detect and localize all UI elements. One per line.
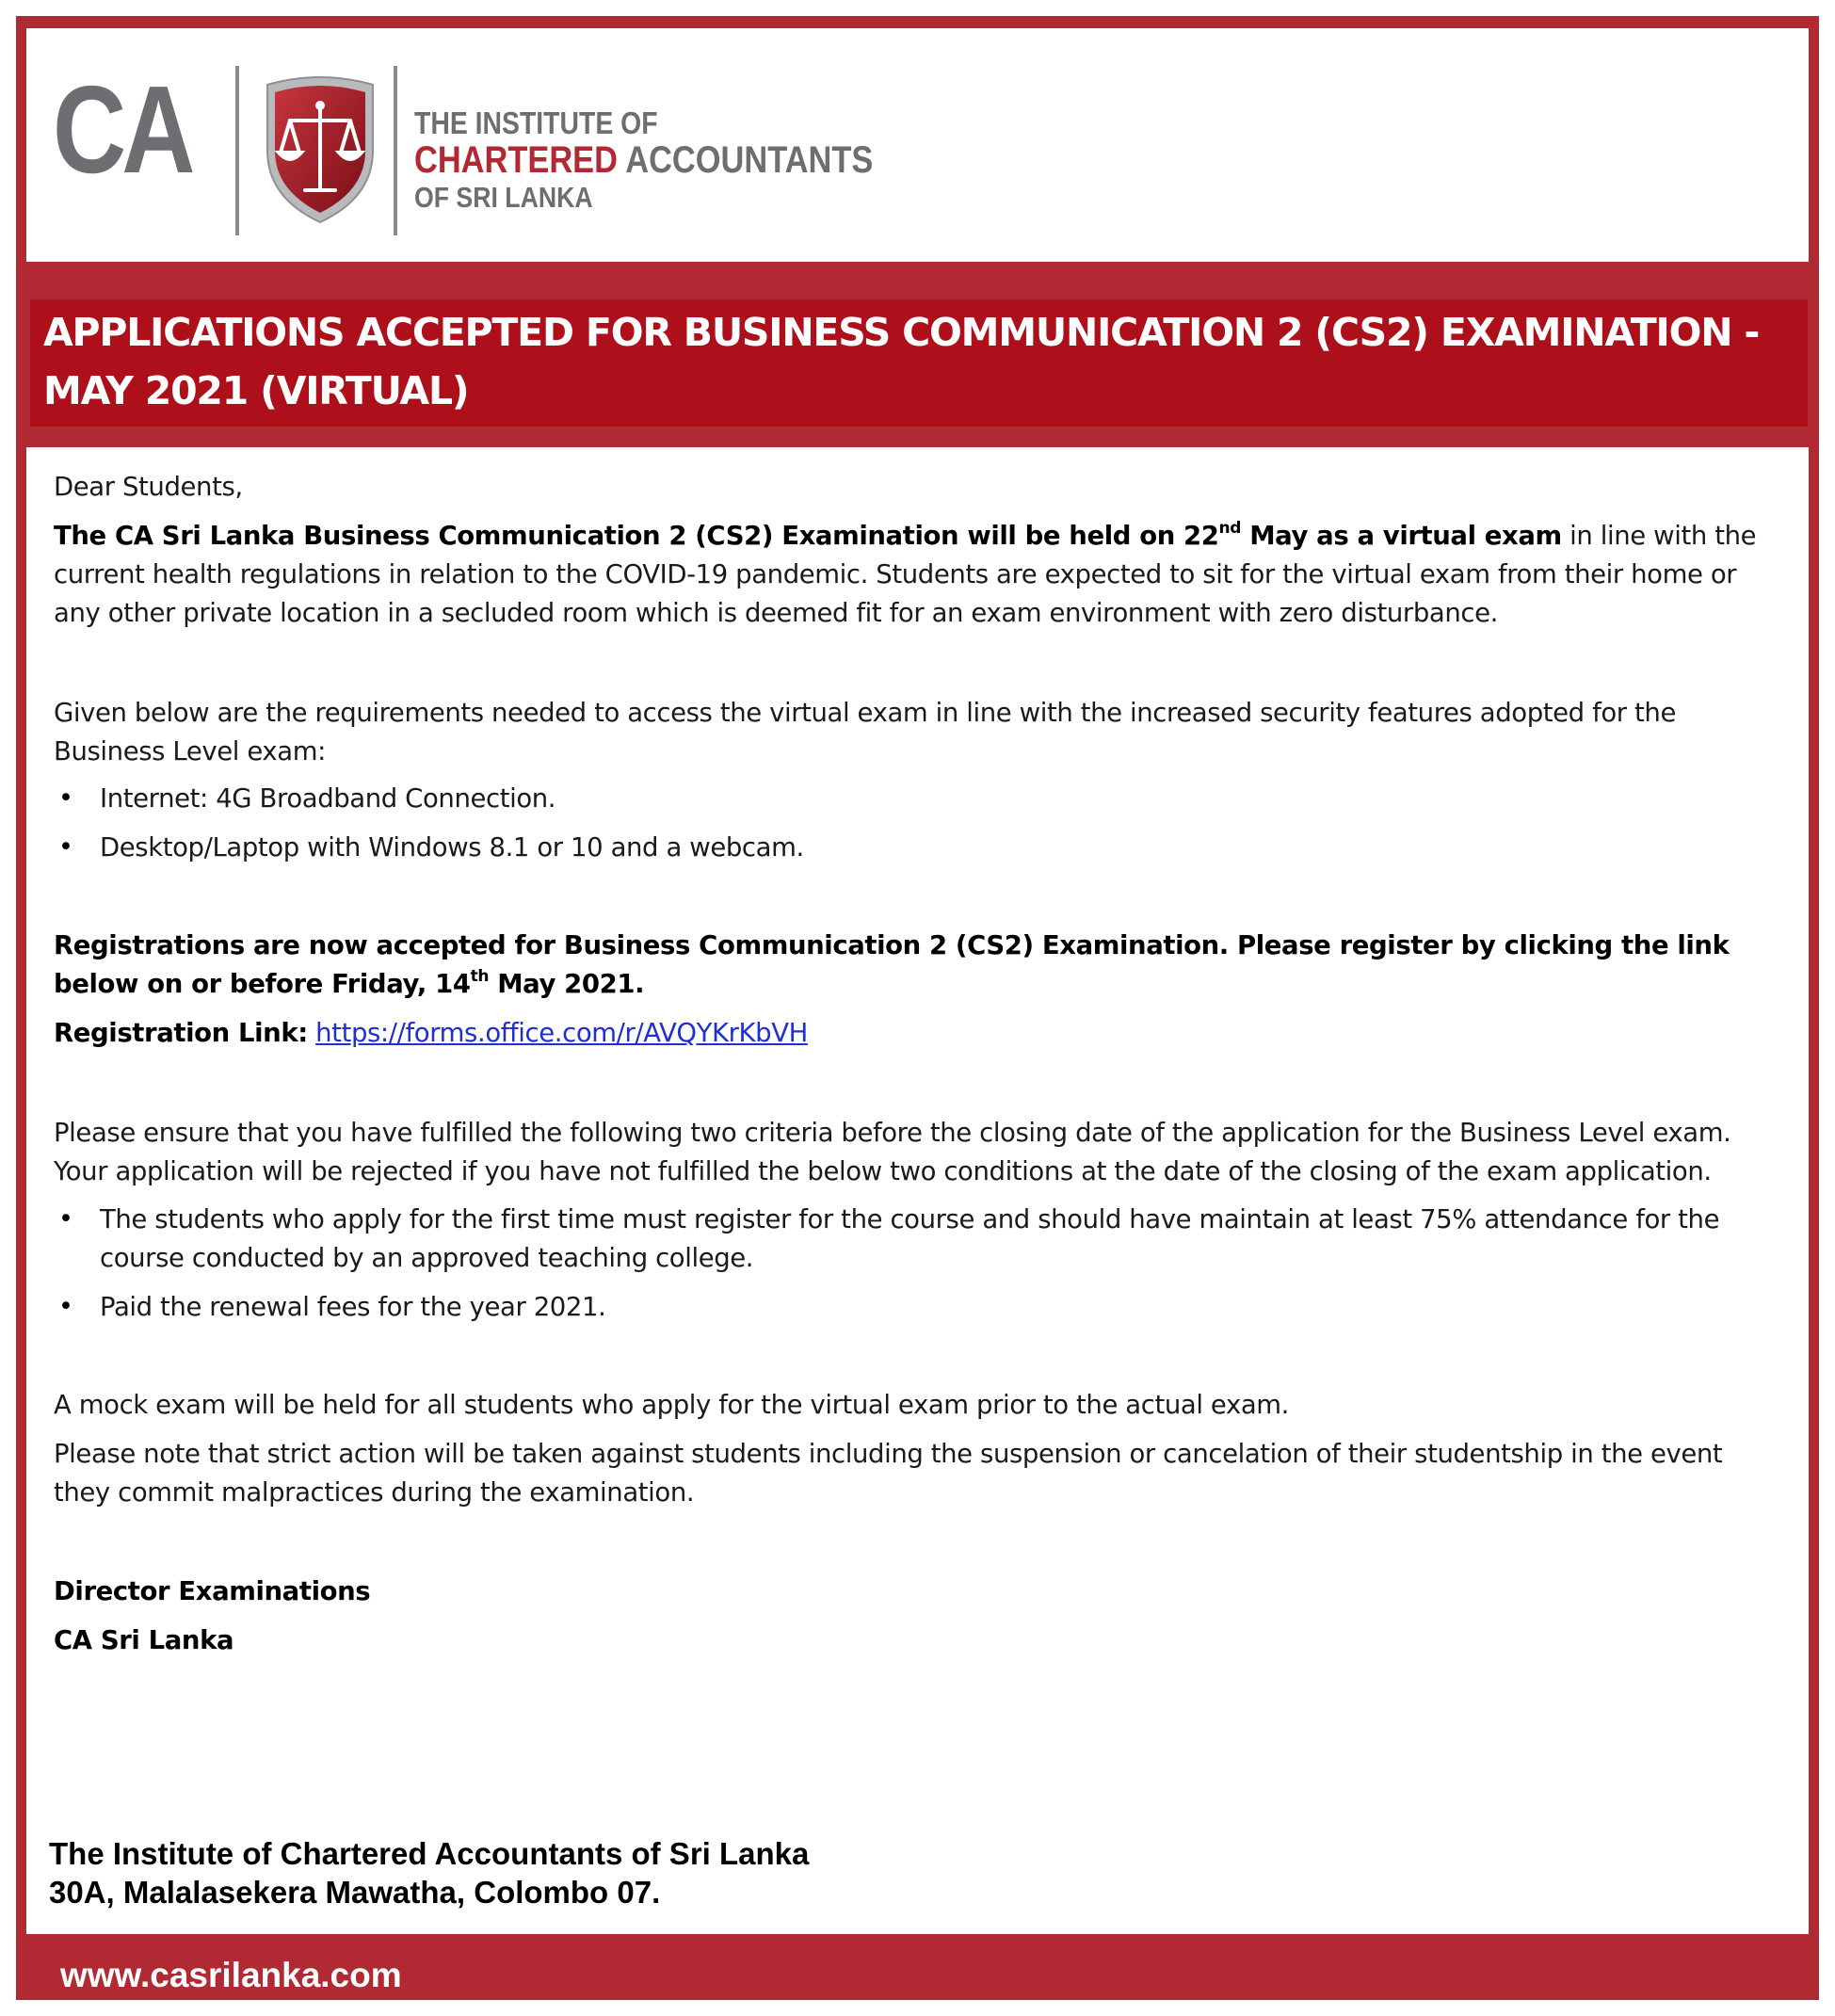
paragraph-mock-exam: A mock exam will be held for all students who apply for the virtual exam prior to the actual exam. [54, 1390, 1290, 1420]
institute-chartered: CHARTERED [414, 139, 618, 181]
institute-line-2 [414, 141, 873, 179]
registration-link[interactable]: https://forms.office.com/r/AVQYKrKbVH [315, 1018, 808, 1048]
institute-name [414, 107, 873, 212]
institute-line-1: THE INSTITUTE OF [414, 105, 658, 140]
paragraph-malpractice: Please note that strict action will be taken against students including the suspension or cancelation of their studentship in the event they commit malpractices during the examination. [54, 1439, 1723, 1508]
bullet-dot: • [58, 832, 73, 862]
scales-shield-icon [262, 75, 378, 226]
institute-line-3: OF SRI LANKA [414, 181, 593, 214]
registration-text-a: Registrations are now accepted for Business Communication 2 (CS2) Examination. Please register by clicking the link below on or before Friday, 14 [54, 930, 1730, 999]
registration-link-row [54, 1014, 1777, 1053]
criteria-item: Paid the renewal fees for the year 2021. [100, 1292, 606, 1322]
exam-date-rest: in line with the current health regulations in relation to the COVID-19 pandemic. Students are expected to sit for the virtual exam from their home or any other private location in a secluded room which is deemed fit for an exam environment with zero disturbance. [54, 521, 1757, 628]
logo-divider-left [235, 66, 239, 235]
exam-date-bold-b: May as a virtual exam [1241, 521, 1562, 551]
paragraph-criteria: Please ensure that you have fulfilled the following two criteria before the closing date of the application for the Business Level exam. Your application will be rejected if you have not fulfilled the below two conditions at the date of the closing of the exam application. [54, 1118, 1731, 1186]
registration-sup: th [470, 967, 490, 986]
bullet-dot: • [58, 783, 73, 813]
footer-org-name: The Institute of Chartered Accountants of Sri Lanka [49, 1836, 810, 1871]
greeting: Dear Students, [54, 472, 243, 502]
registration-text-b: May 2021. [489, 969, 645, 999]
logo-ca-letters: CA [53, 60, 191, 199]
requirement-item: Desktop/Laptop with Windows 8.1 or 10 and a webcam. [100, 832, 804, 863]
logo-divider-right [394, 66, 397, 235]
footer-address: 30A, Malalasekera Mawatha, Colombo 07. [49, 1875, 661, 1910]
registration-link-label: Registration Link: [54, 1018, 308, 1048]
institute-accountants: ACCOUNTANTS [617, 139, 874, 181]
paragraph-registration [54, 927, 1777, 1004]
bullet-dot: • [58, 1204, 73, 1234]
exam-date-bold-a: The CA Sri Lanka Business Communication 2 (CS2) Examination will be held on 22 [54, 521, 1219, 551]
requirement-item: Internet: 4G Broadband Connection. [100, 783, 556, 814]
bullet-dot: • [58, 1292, 73, 1321]
signature-org: CA Sri Lanka [54, 1625, 234, 1655]
exam-date-sup: nd [1218, 519, 1242, 538]
footer-website: www.casrilanka.com [60, 1956, 402, 1994]
criteria-item: The students who apply for the first time must register for the course and should have maintain at least 75% attendance for the course conducted by an approved teaching college. [100, 1204, 1720, 1273]
page-title: APPLICATIONS ACCEPTED FOR BUSINESS COMMUNICATION 2 (CS2) EXAMINATION - MAY 2021 (VIRTUAL) [43, 310, 1760, 413]
paragraph-requirements: Given below are the requirements needed to access the virtual exam in line with the increased security features adopted for the Business Level exam: [54, 698, 1676, 766]
paragraph-exam-date [54, 517, 1777, 633]
signature-title: Director Examinations [54, 1576, 371, 1606]
